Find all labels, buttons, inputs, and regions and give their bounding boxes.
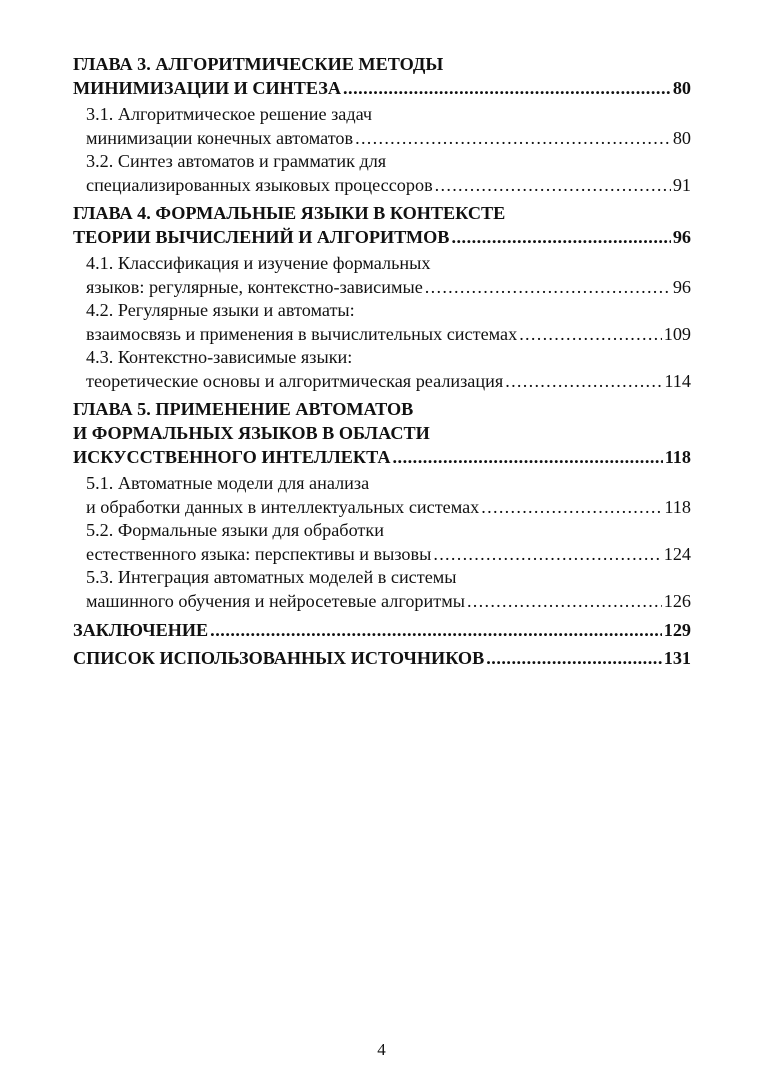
toc-section-5-1 xyxy=(73,472,691,519)
page-ref: 109 xyxy=(663,323,691,344)
toc-section-4-1 xyxy=(73,252,691,299)
section-title-line: естественного языка: перспективы и вызовы xyxy=(86,543,432,564)
page-number: 4 xyxy=(377,1040,386,1059)
section-title-line: взаимосвязь и применения в вычислительных системах xyxy=(86,323,518,344)
page-ref: 124 xyxy=(663,543,691,564)
section-title-line: 4.1. Классификация и изучение формальных xyxy=(86,253,431,273)
chapter-title-line: ТЕОРИИ ВЫЧИСЛЕНИЙ И АЛГОРИТМОВ xyxy=(73,227,450,247)
toc-chapter-5 xyxy=(73,397,691,469)
section-title-line: минимизации конечных автоматов xyxy=(86,127,354,148)
toc-chapter-3 xyxy=(73,52,691,100)
chapter-title-line: И ФОРМАЛЬНЫХ ЯЗЫКОВ В ОБЛАСТИ xyxy=(73,423,430,443)
dot-leader xyxy=(343,76,671,100)
page-ref: 80 xyxy=(672,127,691,148)
section-title-line: машинного обучения и нейросетевые алгоритмы xyxy=(86,590,465,611)
toc-section-3-2 xyxy=(73,150,691,197)
page-ref: 80 xyxy=(672,78,691,98)
dot-leader xyxy=(435,174,671,198)
chapter-title-line: ИСКУССТВЕННОГО ИНТЕЛЛЕКТА xyxy=(73,447,391,467)
section-title-line: и обработки данных в интеллектуальных системах xyxy=(86,496,480,517)
toc-section-4-2 xyxy=(73,299,691,346)
dot-leader xyxy=(505,370,662,394)
section-title-line: специализированных языковых процессоров xyxy=(86,174,433,195)
section-title-line: 3.1. Алгоритмическое решение задач xyxy=(86,104,373,124)
page-ref: 96 xyxy=(672,276,691,297)
chapter-title-line: МИНИМИЗАЦИИ И СИНТЕЗА xyxy=(73,78,341,98)
toc-chapter-4 xyxy=(73,201,691,249)
dot-leader xyxy=(451,225,670,249)
toc-section-3-1 xyxy=(73,103,691,150)
dot-leader xyxy=(467,590,662,614)
page-ref: 91 xyxy=(672,174,691,195)
page-ref: 129 xyxy=(663,620,691,640)
references-label: СПИСОК ИСПОЛЬЗОВАННЫХ ИСТОЧНИКОВ xyxy=(73,648,485,668)
section-title-line: языков: регулярные, контекстно-зависимые xyxy=(86,276,423,297)
section-title-line: 5.2. Формальные языки для обработки xyxy=(86,520,384,540)
section-title-line: теоретические основы и алгоритмическая реализация xyxy=(86,370,504,391)
table-of-contents xyxy=(73,52,691,670)
page-ref: 126 xyxy=(663,590,691,611)
chapter-title-line: ГЛАВА 5. ПРИМЕНЕНИЕ АВТОМАТОВ xyxy=(73,399,414,419)
dot-leader xyxy=(433,543,661,567)
dot-leader xyxy=(519,323,662,347)
dot-leader xyxy=(210,618,662,642)
dot-leader xyxy=(392,445,662,469)
dot-leader xyxy=(486,646,662,670)
page-ref: 96 xyxy=(672,227,691,247)
section-title-line: 4.3. Контекстно-зависимые языки: xyxy=(86,347,353,367)
conclusion-label: ЗАКЛЮЧЕНИЕ xyxy=(73,620,209,640)
chapter-title-line: ГЛАВА 4. ФОРМАЛЬНЫЕ ЯЗЫКИ В КОНТЕКСТЕ xyxy=(73,203,506,223)
section-title-line: 3.2. Синтез автоматов и грамматик для xyxy=(86,151,387,171)
section-title-line: 5.3. Интеграция автоматных моделей в системы xyxy=(86,567,457,587)
page-ref: 114 xyxy=(664,370,691,391)
dot-leader xyxy=(355,127,671,151)
chapter-title-line: ГЛАВА 3. АЛГОРИТМИЧЕСКИЕ МЕТОДЫ xyxy=(73,54,444,74)
toc-references xyxy=(73,646,691,670)
page-ref: 118 xyxy=(664,447,691,467)
dot-leader xyxy=(425,276,671,300)
toc-section-5-2 xyxy=(73,519,691,566)
section-title-line: 4.2. Регулярные языки и автоматы: xyxy=(86,300,355,320)
page-ref: 131 xyxy=(663,648,691,668)
dot-leader xyxy=(481,496,662,520)
page-ref: 118 xyxy=(664,496,691,517)
toc-conclusion xyxy=(73,618,691,642)
toc-section-5-3 xyxy=(73,566,691,613)
toc-section-4-3 xyxy=(73,346,691,393)
section-title-line: 5.1. Автоматные модели для анализа xyxy=(86,473,370,493)
